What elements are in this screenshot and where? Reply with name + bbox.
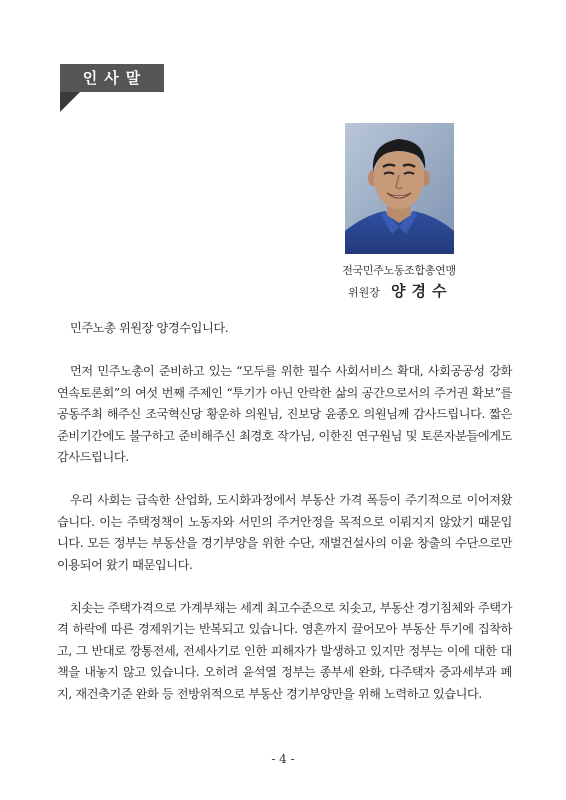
page-number: - 4 -	[271, 752, 295, 766]
section-title: 인사말	[60, 64, 164, 92]
portrait-photo	[345, 123, 454, 254]
paragraph-housing-crisis: 치솟는 주택가격으로 가계부채는 세계 최고수준으로 치솟고, 부동산 경기침체와 주택가격 하락에 따른 경제위기는 반복되고 있습니다. 영혼까지 끌어모아 부동산 투기에 집착하고, 그 반대로 깡통전세, 전세사기로 인한 피해자가 발생하고 있지만 정부는 이에 대한 대책을 내놓지 않고 있습니다. 오히려 윤석열 정부는 종부세 완화, 다주택자 중과세부과 폐지, 재건축기준 완화 등 전방위적으로 부동산 경기부양만을 위해 노력하고 있습니다.	[57, 600, 512, 701]
paragraph-greeting: 민주노총 위원장 양경수입니다.	[70, 321, 229, 335]
caption-role: 위원장	[348, 286, 380, 299]
caption-organization: 전국민주노동조합총연맹	[342, 264, 456, 277]
paragraph-housing-history: 우리 사회는 급속한 산업화, 도시화과정에서 부동산 가격 폭등이 주기적으로 이어져왔습니다. 이는 주택정책이 노동자와 서민의 주거안정을 목적으로 이뤄지지 않았기 때문입니다. 모든 정부는 부동산을 경기부양을 위한 수단, 재벌건설사의 이윤 창출의 수단으로만 이용되어 왔기 때문입니다.	[57, 493, 512, 572]
paragraph-thanks: 먼저 민주노총이 준비하고 있는 “모두를 위한 필수 사회서비스 확대, 사회공공성 강화 연속토론회”의 여섯 번째 주제인 “투기가 아닌 안락한 삶의 공간으로서의 주거권 확보”를 공동주최 해주신 조국혁신당 황운하 의원님, 진보당 윤종오 의원님께 감사드립니다. 짧은 준비기간에도 불구하고 준비해주신 최경호 작가님, 이한진 연구원님 및 토론자분들에게도 감사드립니다.	[57, 364, 512, 464]
greeting-body	[57, 318, 512, 727]
caption-name: 양경수	[391, 282, 453, 300]
section-title-fold	[60, 92, 80, 112]
